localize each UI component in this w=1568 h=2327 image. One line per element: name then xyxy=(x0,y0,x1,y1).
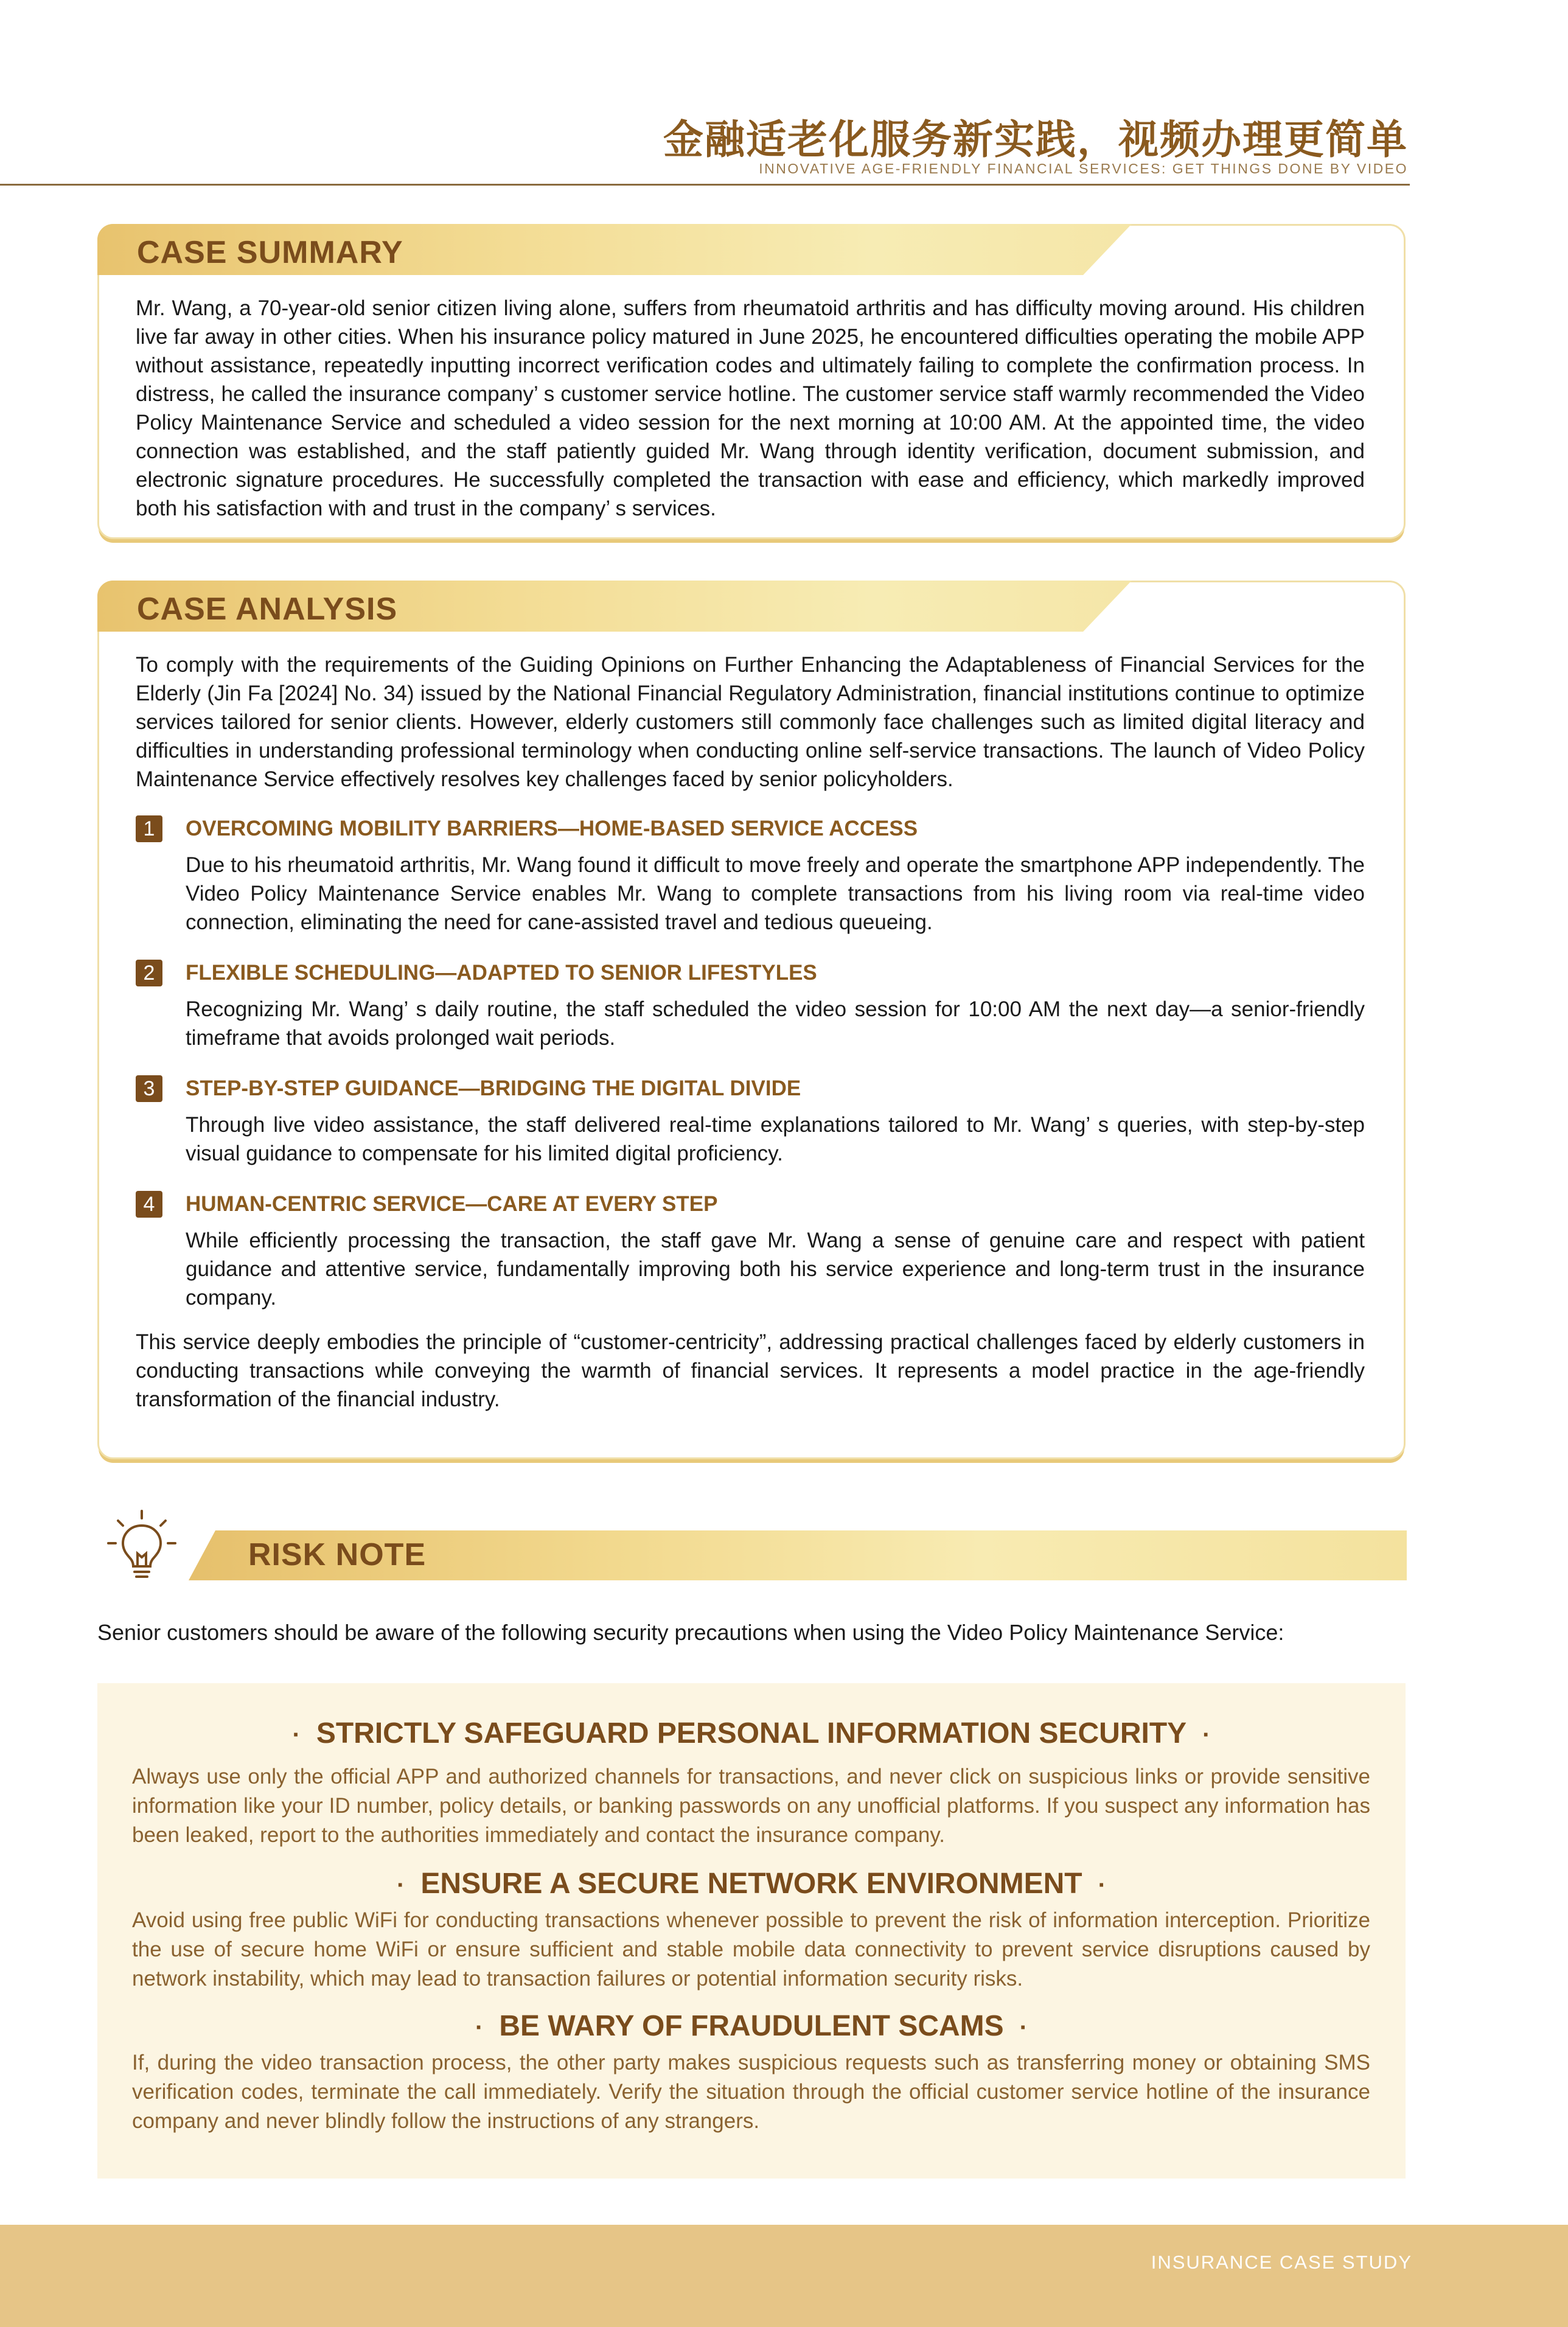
lightbulb-icon xyxy=(102,1506,181,1585)
item-number-badge: 3 xyxy=(136,1075,162,1102)
analysis-item xyxy=(136,955,1365,1052)
page-title: 金融适老化服务新实践，视频办理更简单 xyxy=(663,116,1408,163)
risk-note-intro: Senior customers should be aware of the following security precautions when using the Video Policy Maintenance Service: xyxy=(97,1620,1284,1645)
tip-heading xyxy=(97,1717,1406,1750)
risk-note-heading: RISK NOTE xyxy=(248,1537,427,1572)
bullet-dot-icon: · xyxy=(292,1722,301,1748)
tip-heading-text: BE WARY OF FRAUDULENT SCAMS xyxy=(499,2010,1004,2042)
item-title: HUMAN-CENTRIC SERVICE—CARE AT EVERY STEP xyxy=(186,1192,718,1216)
tip-heading-text: STRICTLY SAFEGUARD PERSONAL INFORMATION SECURITY xyxy=(316,1717,1187,1750)
bullet-dot-icon: · xyxy=(1019,2014,1028,2041)
item-title: STEP-BY-STEP GUIDANCE—BRIDGING THE DIGITAL DIVIDE xyxy=(186,1076,801,1100)
case-summary-heading: CASE SUMMARY xyxy=(137,235,403,270)
item-text: Recognizing Mr. Wang’ s daily routine, the staff scheduled the video session for 10:00 AM the next day—a senior-friendly timeframe that avoids prolonged wait periods. xyxy=(186,997,1365,1050)
page-subtitle: INNOVATIVE AGE-FRIENDLY FINANCIAL SERVICES: GET THINGS DONE BY VIDEO xyxy=(759,161,1408,176)
footer-band xyxy=(0,2225,1568,2327)
bullet-dot-icon: · xyxy=(397,1872,405,1899)
tip-text: Avoid using free public WiFi for conducting transactions whenever possible to prevent the risk of information interception. Prioritize the use of secure home WiFi or ensure sufficient and stable mobile data connectivity to prevent service disruptions caused by network instability, which may lead to transaction failures or potential information security risks. xyxy=(132,1908,1370,1990)
tip-text: If, during the video transaction process, the other party makes suspicious requests such as transferring money or obtaining SMS verification codes, terminate the call immediately. Verify the situation through the official customer service hotline of the insurance company and never blindly follow the instructions of any strangers. xyxy=(132,2051,1370,2133)
security-tips-box xyxy=(97,1683,1406,2179)
item-number-badge: 1 xyxy=(136,815,162,842)
bullet-dot-icon: · xyxy=(475,2014,484,2041)
item-text: While efficiently processing the transaction, the staff gave Mr. Wang a sense of genuine care and respect with patient guidance and attentive service, fundamentally improving both his service experience and long-term trust in the insurance company. xyxy=(186,1229,1365,1310)
item-number-badge: 4 xyxy=(136,1191,162,1218)
analysis-item xyxy=(136,1070,1365,1168)
item-title: FLEXIBLE SCHEDULING—ADAPTED TO SENIOR LIFESTYLES xyxy=(186,961,817,985)
tip-heading-text: ENSURE A SECURE NETWORK ENVIRONMENT xyxy=(420,1868,1082,1900)
analysis-item xyxy=(136,1186,1365,1312)
bullet-dot-icon: · xyxy=(1098,1872,1106,1899)
case-analysis-intro: To comply with the requirements of the Guiding Opinions on Further Enhancing the Adaptableness of Financial Services for the Elderly (Jin Fa [2024] No. 34) issued by the National Financial Regulatory Administration, financial institutions continue to optimize services tailored for senior clients. However, elderly customers still commonly face challenges such as limited digital literacy and difficulties in understanding professional terminology when conducting online self-service transactions. The launch of Video Policy Maintenance Service effectively resolves key challenges faced by senior policyholders. xyxy=(136,653,1365,791)
bullet-dot-icon: · xyxy=(1202,1722,1211,1748)
footer-label: INSURANCE CASE STUDY xyxy=(1151,2252,1412,2273)
tip-heading xyxy=(97,2009,1406,2043)
header-divider xyxy=(0,184,1410,186)
item-text: Due to his rheumatoid arthritis, Mr. Wang found it difficult to move freely and operate the smartphone APP independently. The Video Policy Maintenance Service enables Mr. Wang to complete transactions from his living room via real-time video connection, eliminating the need for cane-assisted travel and tedious queueing. xyxy=(186,853,1365,934)
case-analysis-conclusion: This service deeply embodies the principle of “customer-centricity”, addressing practical challenges faced by elderly customers in conducting transactions while conveying the warmth of financial services. It represents a model practice in the age-friendly transformation of the financial industry. xyxy=(136,1330,1365,1411)
item-title: OVERCOMING MOBILITY BARRIERS—HOME-BASED SERVICE ACCESS xyxy=(186,817,918,840)
item-text: Through live video assistance, the staff delivered real-time explanations tailored to Mr. Wang’ s queries, with step-by-step visual guidance to compensate for his limited digital proficiency. xyxy=(186,1113,1365,1165)
case-summary-text: Mr. Wang, a 70-year-old senior citizen living alone, suffers from rheumatoid arthritis and has difficulty moving around. His children live far away in other cities. When his insurance policy matured in June 2025, he encountered difficulties operating the mobile APP without assistance, repeatedly inputting incorrect verification codes and ultimately failing to complete the confirmation process. In distress, he called the insurance company’ s customer service hotline. The customer service staff warmly recommended the Video Policy Maintenance Service and scheduled a video session for the next morning at 10:00 AM. At the appointed time, the video connection was established, and the staff patiently guided Mr. Wang through identity verification, document submission, and electronic signature procedures. He successfully completed the transaction with ease and efficiency, which markedly improved both his satisfaction with and trust in the company’ s services. xyxy=(136,296,1365,520)
tip-text: Always use only the official APP and authorized channels for transactions, and never click on suspicious links or provide sensitive information like your ID number, policy details, or banking passwords on any unofficial platforms. If you suspect any information has been leaked, report to the authorities immediately and contact the insurance company. xyxy=(132,1765,1370,1847)
item-number-badge: 2 xyxy=(136,960,162,986)
case-analysis-heading: CASE ANALYSIS xyxy=(137,591,398,627)
case-analysis-card xyxy=(97,581,1406,1459)
analysis-item xyxy=(136,811,1365,937)
case-summary-card xyxy=(97,224,1406,539)
tip-heading xyxy=(97,1867,1406,1900)
